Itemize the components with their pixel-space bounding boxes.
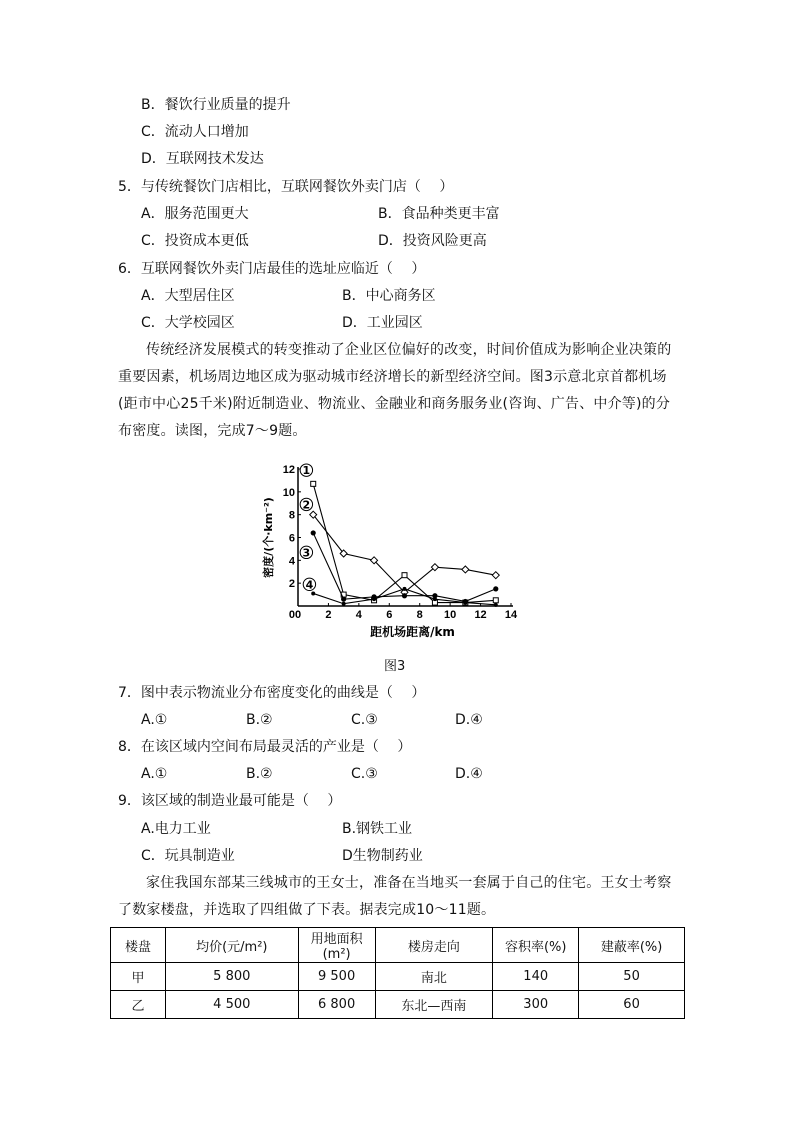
y-tick-label: 8 — [288, 509, 295, 522]
series-line — [313, 484, 496, 603]
y-tick-label: 12 — [282, 464, 295, 476]
q5-option-a: A．服务范围更大 — [141, 206, 249, 222]
q9-option-b: B.钢铁工业 — [342, 821, 413, 837]
data-point — [311, 530, 316, 535]
q5-option-c: C．投资成本更低 — [141, 233, 249, 249]
q5-stem: 5．与传统餐饮门店相比，互联网餐饮外卖门店（ ） — [118, 179, 454, 195]
q8-stem: 8．在该区域内空间布局最灵活的产业是（ ） — [118, 739, 412, 755]
x-tick-label: 12 — [474, 609, 487, 621]
data-point — [311, 591, 315, 595]
data-point — [433, 597, 437, 601]
y-tick-label: 4 — [288, 555, 295, 568]
q9-option-d: D生物制药业 — [342, 848, 423, 864]
q4-option-b: B．餐饮行业质量的提升 — [141, 97, 291, 113]
table-header: 楼房走向 — [375, 928, 493, 963]
q7-option-c: C.③ — [351, 712, 378, 728]
q8-option-d: D.④ — [455, 766, 483, 782]
data-point — [403, 587, 407, 591]
q5-option-d: D．投资风险更高 — [378, 233, 487, 249]
q5-option-b: B．食品种类更丰富 — [378, 206, 500, 222]
x-tick-label: 10 — [444, 609, 457, 621]
table-header: 用地面积(m²) — [298, 928, 375, 963]
data-point — [463, 601, 467, 605]
table-cell: 5 800 — [165, 963, 298, 991]
q9-stem: 9．该区域的制造业最可能是（ ） — [118, 793, 342, 809]
table-cell: 50 — [579, 963, 685, 991]
q6-stem: 6．互联网餐饮外卖门店最佳的选址应临近（ ） — [118, 261, 426, 277]
table-row — [111, 991, 685, 1019]
y-tick-label: 0 — [288, 609, 295, 621]
data-point — [492, 572, 499, 579]
y-tick-label: 6 — [288, 532, 295, 545]
q8-option-a: A.① — [141, 766, 168, 782]
q4-option-d: D．互联网技术发达 — [141, 151, 264, 167]
data-point — [493, 598, 498, 603]
x-tick-label: 14 — [504, 609, 518, 621]
table-cell: 东北—西南 — [375, 991, 493, 1019]
series-label: 4 — [305, 578, 314, 592]
data-point — [462, 566, 469, 573]
q6-option-c: C．大学校园区 — [141, 315, 235, 331]
table-cell: 甲 — [111, 963, 166, 991]
q8-option-b: B.② — [246, 766, 273, 782]
y-tick-label: 10 — [282, 486, 295, 499]
q6-option-b: B．中心商务区 — [342, 288, 436, 304]
data-point — [342, 602, 346, 606]
table-cell: 4 500 — [165, 991, 298, 1019]
data-point — [341, 597, 346, 602]
q7-stem: 7．图中表示物流业分布密度变化的曲线是（ ） — [118, 685, 426, 701]
q7-option-a: A.① — [141, 712, 168, 728]
table-cell: 140 — [493, 963, 579, 991]
table-header: 楼盘 — [111, 928, 166, 963]
x-tick-label: 8 — [416, 609, 423, 621]
data-point — [493, 586, 498, 591]
table-header-row — [111, 928, 685, 963]
density-line-chart — [258, 458, 528, 643]
x-axis-label: 距机场距离/km — [370, 625, 455, 639]
table-row — [111, 963, 685, 991]
figure-caption: 图3 — [384, 659, 406, 674]
q9-option-a: A.电力工业 — [141, 821, 211, 837]
table-header: 建蔽率(%) — [579, 928, 685, 963]
y-tick-label: 2 — [288, 578, 295, 591]
x-tick-label: 6 — [386, 609, 393, 621]
q4-option-c: C．流动人口增加 — [141, 124, 249, 140]
q8-option-c: C.③ — [351, 766, 378, 782]
data-point — [494, 603, 498, 607]
q6-option-a: A．大型居住区 — [141, 288, 235, 304]
table-cell: 9 500 — [298, 963, 375, 991]
table-cell: 300 — [493, 991, 579, 1019]
q9-option-c: C．玩具制造业 — [141, 848, 235, 864]
passage-7-9: 传统经济发展模式的转变推动了企业区位偏好的改变，时间价值成为影响企业决策的重要因素，机场周边地区成为驱动城市经济增长的新型经济空间。图3示意北京首都机场(距市中心25千米)附近制造业、物流业、金融业和商务服务业(咨询、广告、中介等)的分布密度。读图，完成7～9题。 — [118, 342, 672, 439]
q7-option-d: D.④ — [455, 712, 483, 728]
table-cell: 南北 — [375, 963, 493, 991]
table-cell: 60 — [579, 991, 685, 1019]
q7-option-b: B.② — [246, 712, 273, 728]
data-point — [402, 593, 407, 598]
housing-table — [110, 927, 685, 1019]
series-label: 1 — [302, 464, 311, 478]
x-tick-label: 0 — [294, 609, 302, 621]
table-header: 容积率(%) — [493, 928, 579, 963]
q6-option-d: D．工业园区 — [342, 315, 423, 331]
series-label: 2 — [302, 498, 311, 512]
data-point — [402, 573, 407, 578]
y-axis-label: 密度/(个·km⁻²) — [262, 497, 275, 578]
x-tick-label: 4 — [355, 609, 362, 621]
series-label: 3 — [302, 546, 311, 560]
data-point — [372, 597, 376, 601]
x-tick-label: 2 — [325, 609, 332, 621]
table-cell: 乙 — [111, 991, 166, 1019]
data-point — [311, 481, 316, 486]
table-header: 均价(元/m²) — [165, 928, 298, 963]
table-cell: 6 800 — [298, 991, 375, 1019]
passage-10-11: 家住我国东部某三线城市的王女士，准备在当地买一套属于自己的住宅。王女士考察了数家楼盘，并选取了四组做了下表。据表完成10～11题。 — [118, 875, 672, 918]
